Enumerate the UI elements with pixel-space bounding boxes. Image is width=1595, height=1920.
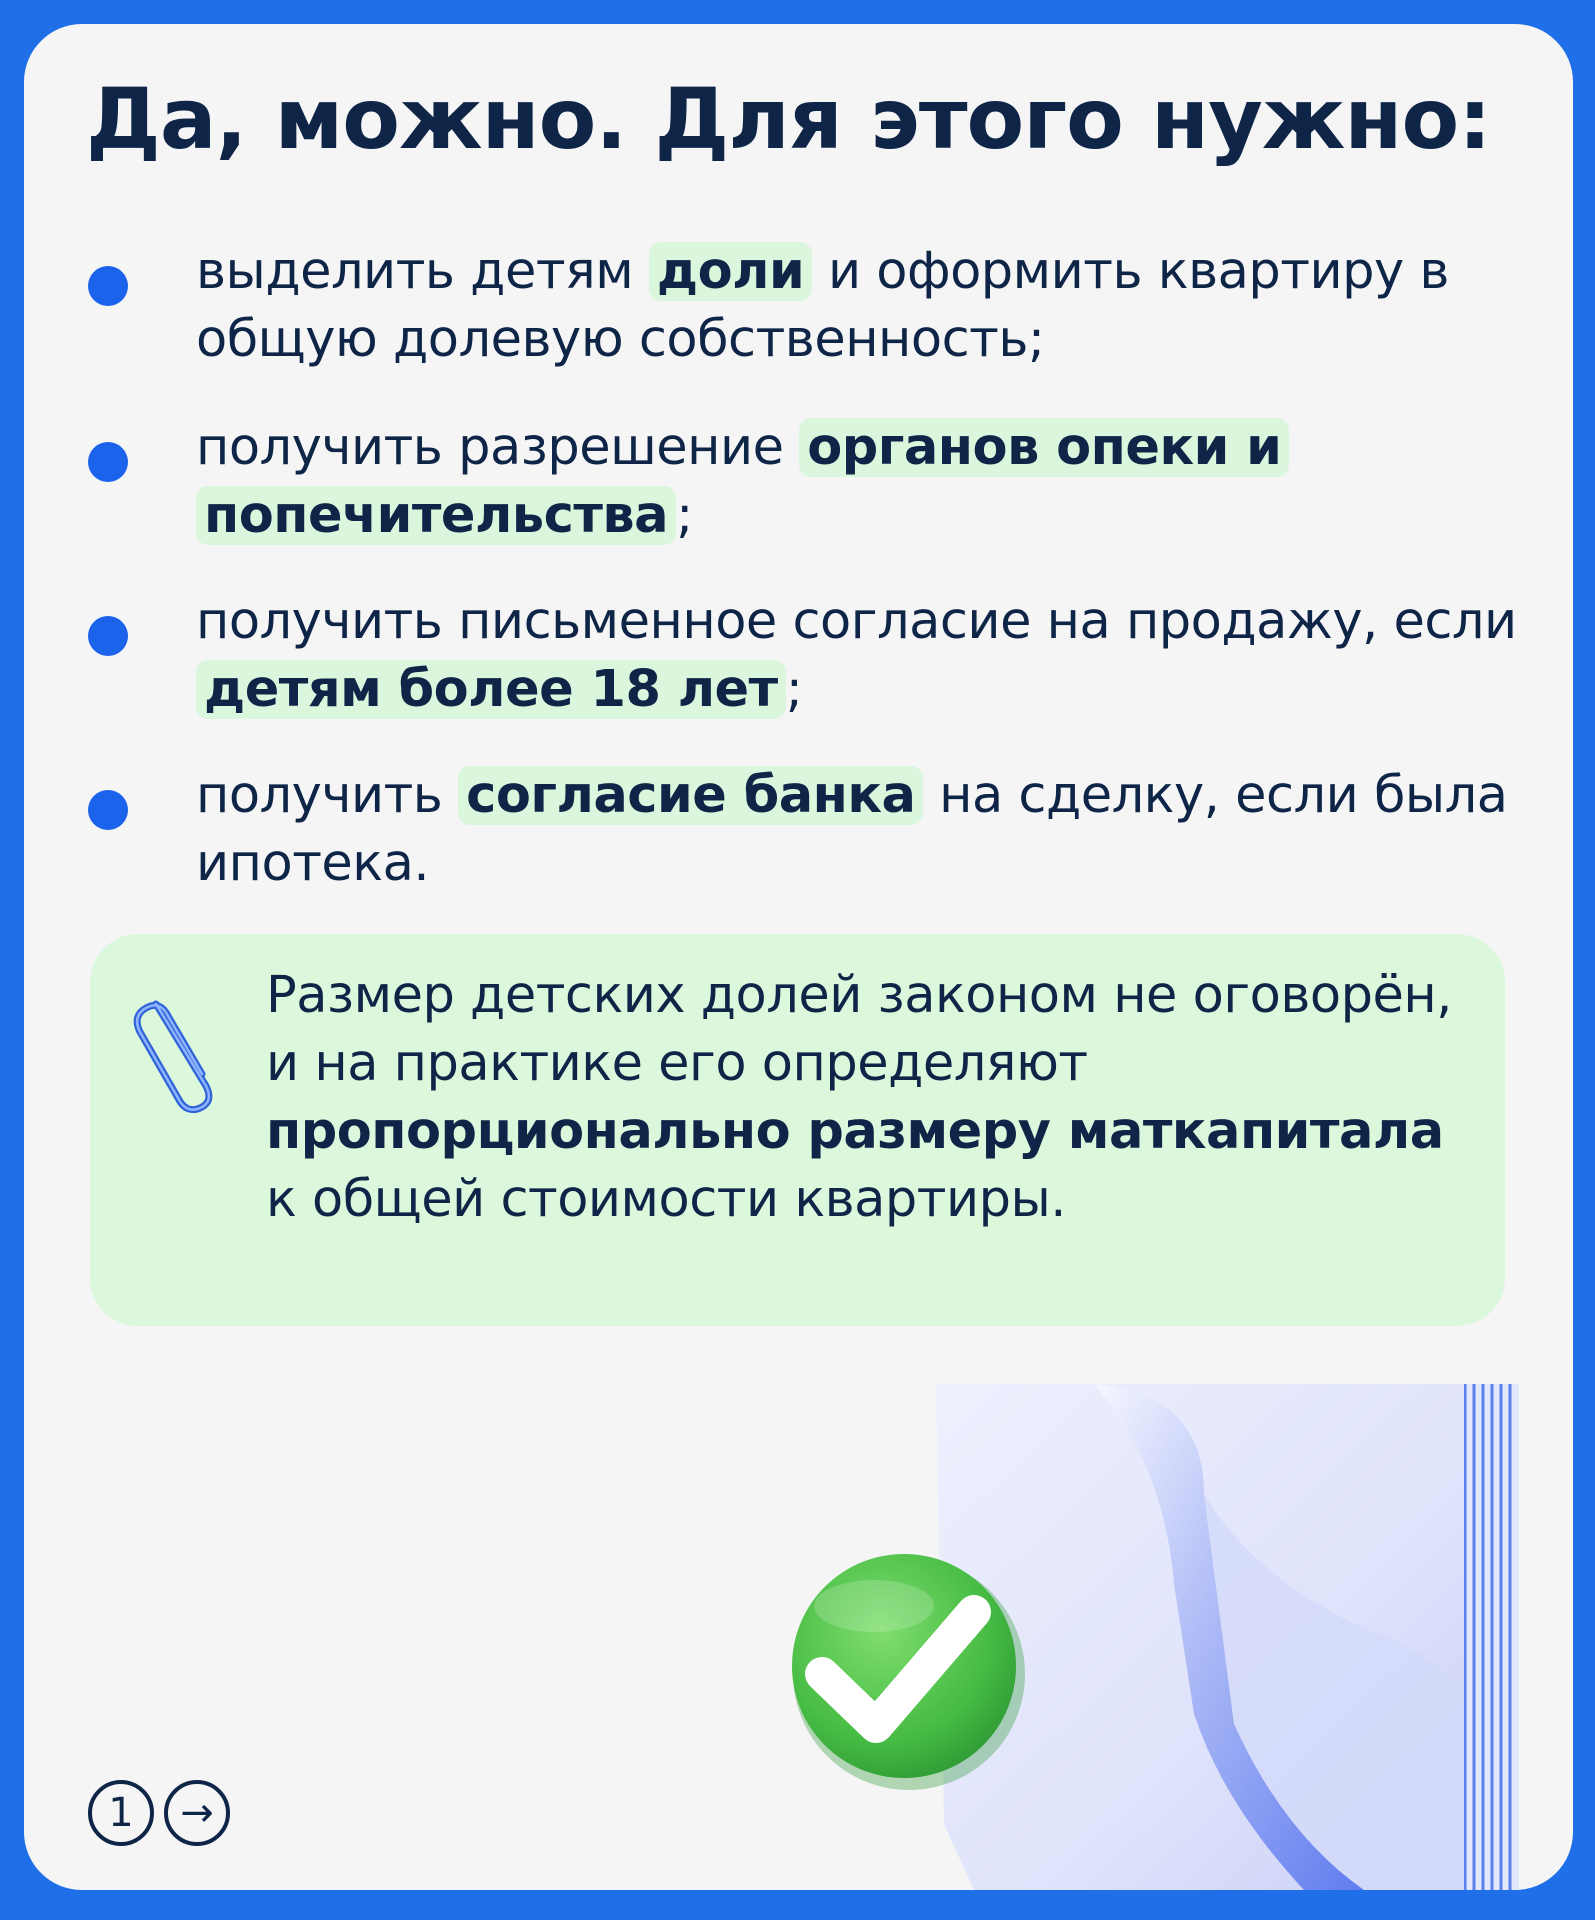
next-arrow-icon[interactable]: →: [164, 1780, 230, 1846]
carousel-nav: [88, 1780, 248, 1852]
list-item-text: выделить детям доли и оформить квартиру в общую долевую собственность;: [196, 242, 1449, 369]
page-title: Да, можно. Для этого нужно:: [86, 70, 1491, 168]
note-text: Размер детских долей законом не оговорён, и на практике его определяют пропорционально размеру маткапитала к общей стоимости квартиры.: [266, 966, 1452, 1229]
highlight-text: детям более 18 лет: [196, 660, 786, 719]
list-item-text: получить разрешение органов опеки и попечительства ;: [196, 414, 1536, 550]
bullet-dot-icon: [88, 442, 128, 482]
note-bold-text: пропорционально размеру маткапитала: [266, 1102, 1444, 1161]
bullet-dot-icon: [88, 616, 128, 656]
card: [24, 24, 1573, 1890]
list-item-text: получить согласие банка на сделку, если была ипотека.: [196, 766, 1508, 893]
bullet-dot-icon: [88, 266, 128, 306]
highlight-text: доли: [649, 242, 812, 301]
highlight-text: органов опеки и попечительства: [196, 418, 1289, 545]
highlight-text: согласие банка: [458, 766, 923, 825]
paperclip-icon: [128, 974, 228, 1114]
list-item-text: получить письменное согласие на продажу, если детям более 18 лет ;: [196, 592, 1517, 719]
check-document-illustration: [764, 1384, 1573, 1890]
info-note: [90, 934, 1505, 1326]
bullet-dot-icon: [88, 790, 128, 830]
page-indicator: 1: [88, 1780, 154, 1846]
